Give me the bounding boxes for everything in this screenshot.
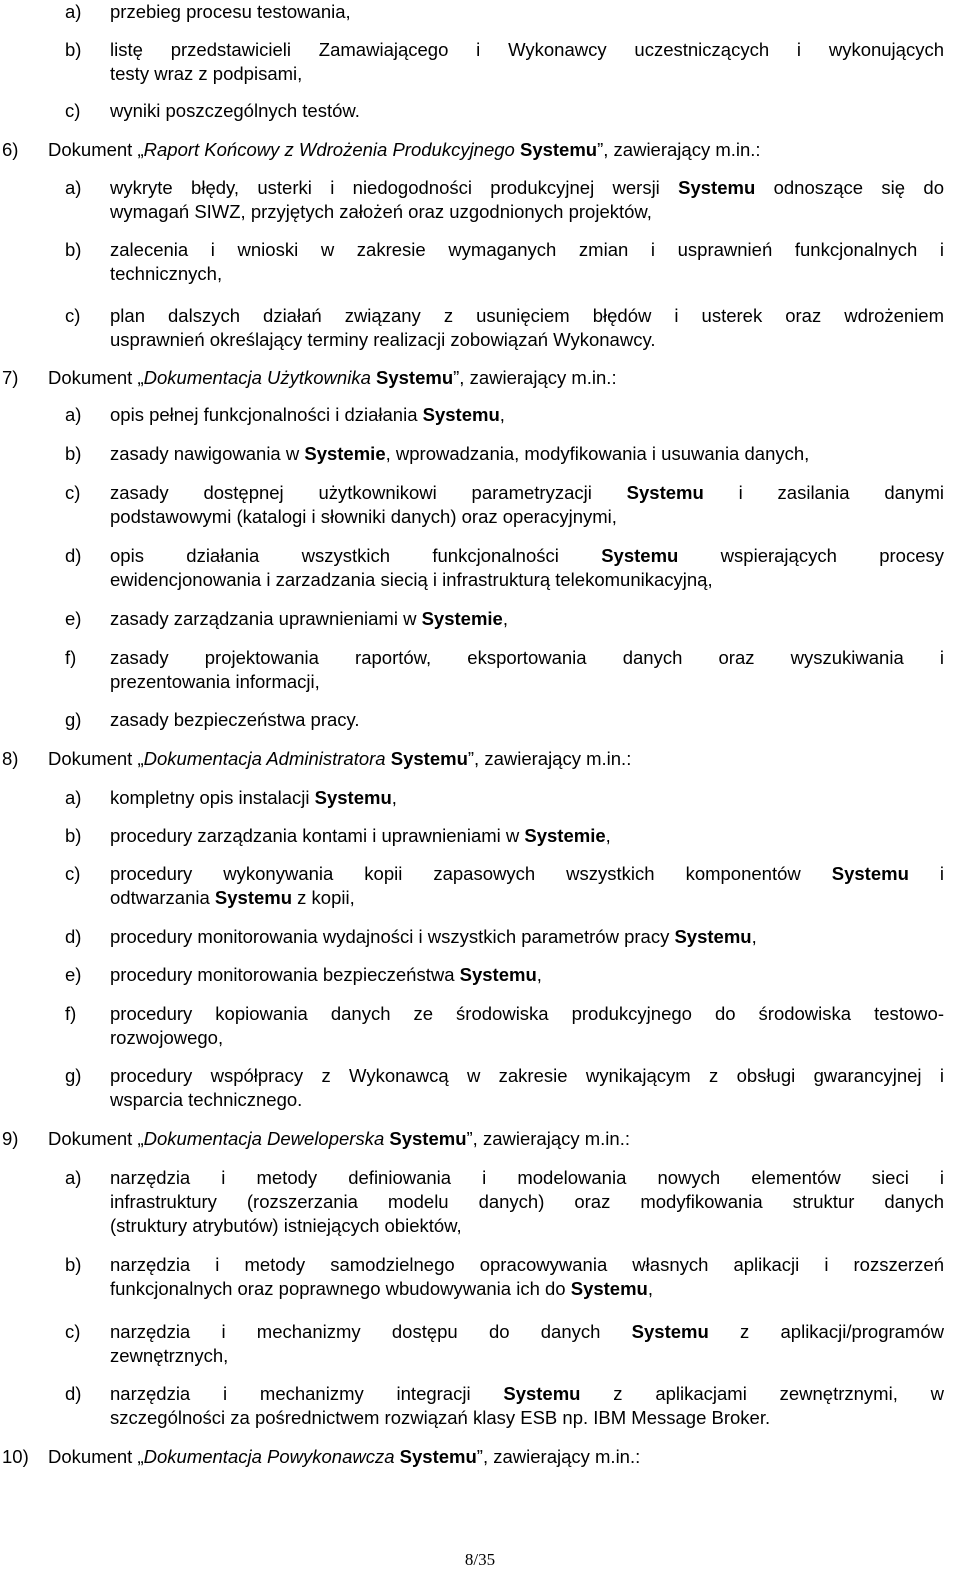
list-item-text: technicznych, [110,263,223,284]
list-label: b) [65,443,82,464]
list-item-text: narzędzia i metody definiowania i modelowania nowych elementów sieci i [110,1167,944,1188]
list-label: e) [65,608,82,629]
list-item-text: procedury monitorowania bezpieczeństwa Systemu, [110,964,542,985]
list-label: g) [65,709,82,730]
list-label: c) [65,100,81,121]
list-item-text: (struktury atrybutów) istniejących obiektów, [110,1215,462,1236]
list-item-text: zasady dostępnej użytkownikowi parametryzacji Systemu i zasilania danymi [110,482,944,503]
section-heading: Dokument „Dokumentacja Administratora Systemu”, zawierający m.in.: [48,748,632,769]
section-number: 10) [2,1446,29,1467]
list-label: d) [65,1383,82,1404]
list-item-text: listę przedstawicieli Zamawiającego i Wykonawcy uczestniczących i wykonujących [110,39,944,60]
list-label: c) [65,863,81,884]
list-label: c) [65,482,81,503]
list-label: b) [65,239,82,260]
page-number: 8/35 [464,1550,496,1569]
list-item-text: procedury monitorowania wydajności i wszystkich parametrów pracy Systemu, [110,926,757,947]
section-heading: Dokument „Dokumentacja Użytkownika Systemu”, zawierający m.in.: [48,367,617,388]
list-item-text: kompletny opis instalacji Systemu, [110,787,397,808]
list-item-text: opis pełnej funkcjonalności i działania Systemu, [110,404,505,425]
list-item-text: procedury współpracy z Wykonawcą w zakresie wynikającym z obsługi gwarancyjnej i [110,1065,944,1086]
section-number: 8) [2,748,19,769]
list-item-text: infrastruktury (rozszerzania modelu danych) oraz modyfikowania struktur danych [110,1191,944,1212]
list-item-text: szczególności za pośrednictwem rozwiązań klasy ESB np. IBM Message Broker. [110,1407,771,1428]
list-item-text: prezentowania informacji, [110,671,320,692]
list-label: d) [65,926,82,947]
list-label: a) [65,1167,82,1188]
list-item-text: ewidencjonowania i zarzadzania siecią i infrastrukturą telekomunikacyjną, [110,569,713,590]
list-item-text: wymagań SIWZ, przyjętych założeń oraz uzgodnionych projektów, [110,201,652,222]
list-item-text: wyniki poszczególnych testów. [110,100,360,121]
list-item-text: zasady nawigowania w Systemie, wprowadzania, modyfikowania i usuwania danych, [110,443,810,464]
section-heading: Dokument „Raport Końcowy z Wdrożenia Produkcyjnego Systemu”, zawierający m.in.: [48,139,761,160]
section-heading: Dokument „Dokumentacja Deweloperska Systemu”, zawierający m.in.: [48,1128,630,1149]
list-item-text: rozwojowego, [110,1027,224,1048]
list-item-text: procedury kopiowania danych ze środowiska produkcyjnego do środowiska testowo- [110,1003,944,1024]
list-label: g) [65,1065,82,1086]
list-item-text: narzędzia i mechanizmy integracji Systemu z aplikacjami zewnętrznymi, w [110,1383,944,1404]
list-item-text: testy wraz z podpisami, [110,63,303,84]
list-item-text: zasady bezpieczeństwa pracy. [110,709,360,730]
list-item-text: plan dalszych działań związany z usunięciem błędów i usterek oraz wdrożeniem [110,305,944,326]
list-label: a) [65,404,82,425]
list-label: a) [65,177,82,198]
list-item-text: przebieg procesu testowania, [110,1,351,22]
list-item-text: narzędzia i mechanizmy dostępu do danych Systemu z aplikacji/programów [110,1321,944,1342]
list-item-text: procedury zarządzania kontami i uprawnieniami w Systemie, [110,825,611,846]
list-item-text: narzędzia i metody samodzielnego opracowywania własnych aplikacji i rozszerzeń [110,1254,944,1275]
list-label: e) [65,964,82,985]
list-label: b) [65,825,82,846]
list-item-text: zasady projektowania raportów, eksportowania danych oraz wyszukiwania i [110,647,944,668]
list-label: f) [65,647,77,668]
list-item-text: wsparcia technicznego. [110,1089,303,1110]
list-item-text: wykryte błędy, usterki i niedogodności produkcyjnej wersji Systemu odnoszące się do [110,177,944,198]
list-label: b) [65,1254,82,1275]
section-number: 6) [2,139,19,160]
section-heading: Dokument „Dokumentacja Powykonawcza Systemu”, zawierający m.in.: [48,1446,641,1467]
list-label: a) [65,787,82,808]
list-item-text: procedury wykonywania kopii zapasowych wszystkich komponentów Systemu i [110,863,945,884]
list-item-text: podstawowymi (katalogi i słowniki danych) oraz operacyjnymi, [110,506,617,527]
list-label: c) [65,305,81,326]
list-item-text: funkcjonalnych oraz poprawnego wbudowywania ich do Systemu, [110,1278,653,1299]
list-item-text: zewnętrznych, [110,1345,229,1366]
section-number: 7) [2,367,19,388]
list-item-text: odtwarzania Systemu z kopii, [110,887,355,908]
section-number: 9) [2,1128,19,1149]
list-label: d) [65,545,82,566]
list-item-text: opis działania wszystkich funkcjonalności Systemu wspierających procesy [110,545,944,566]
list-label: f) [65,1003,77,1024]
list-item-text: usprawnień określający terminy realizacji zobowiązań Wykonawcy. [110,329,656,350]
list-label: c) [65,1321,81,1342]
list-label: a) [65,1,82,22]
list-label: b) [65,39,82,60]
list-item-text: zalecenia i wnioski w zakresie wymaganych zmian i usprawnień funkcjonalnych i [110,239,944,260]
list-item-text: zasady zarządzania uprawnieniami w Systemie, [110,608,508,629]
